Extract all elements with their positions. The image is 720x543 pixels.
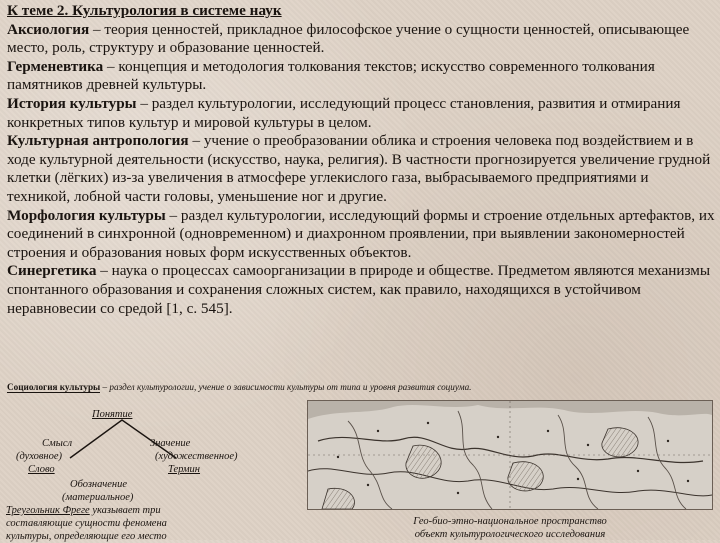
map-illustration [308,401,712,509]
definition-text: – теория ценностей, прикладное философское учение о сущности ценностей, описывающее место, роль, структуру и образование ценностей. [7,20,690,57]
vertex-right-sub: (художественное) [155,451,238,462]
term-history-of-culture: История культуры [7,94,137,112]
vertex-bottom-label: Обозначение [70,479,128,490]
term-synergetics: Синергетика [7,262,97,280]
term-hermeneutics: Герменевтика [7,57,104,75]
diagram-title: Понятие [92,409,133,420]
vertex-right-label: Значение [150,438,191,449]
definition-text: – концепция и методология толкования текстов; искусство современного толкования памятников древней культуры. [7,57,655,94]
map-caption [330,515,690,541]
term-cultural-anthropology: Культурная антропология [7,132,189,150]
term-sociology-of-culture: Социология культуры [7,382,101,392]
diagram-caption-line-2: составляющие сущности феномена [6,518,167,529]
map-caption-line-2: объект культурологического исследования [414,529,606,540]
diagram-caption-line-3: культуры, определяющие его место [6,531,167,542]
definition-morphology-of-culture [7,207,715,263]
historical-map-image [307,400,713,510]
definition-text: – раздел культурологии, исследующий процесс становления, развития и отмирания конкретных типов культур и мировой культуры в целом. [7,94,681,131]
definition-text: – учение о преобразовании облика и строения человека под воздействием и в ходе культурной деятельности (искусство, наука, религия). В частности прогнозируется увеличение грудной клетки (лёгких) из-за увеличения в атмосфере углекислого газа, выбрасываемого предприятиями и техникой, лобной части головы, уменьшение ног и другие. [7,132,711,205]
term-morphology-of-culture: Морфология культуры [7,206,166,224]
slide-body [7,2,715,318]
definition-synergetics [7,262,715,318]
vertex-left-word: Слово [28,464,55,475]
definition-history-of-culture [7,95,715,132]
diagram-caption-line-1: Треугольник Фреге указывает три [6,505,161,516]
slide-title: К теме 2. Культурология в системе наук [7,2,282,19]
definition-hermeneutics [7,58,715,95]
term-axiology: Аксиология [7,20,90,38]
frege-triangle-diagram [0,396,300,540]
vertex-left-sub: (духовное) [16,451,63,462]
vertex-left-label: Смысл [42,438,73,449]
definition-text: – раздел культурологии, учение о зависимости культуры от типа и уровня развития социума. [100,382,472,392]
vertex-right-word: Термин [168,464,201,475]
map-caption-line-1: Гео-био-этно-национальное пространство [413,516,607,527]
definition-sociology-of-culture [7,381,715,393]
vertex-bottom-sub: (материальное) [62,492,134,503]
definition-cultural-anthropology [7,132,715,206]
definition-axiology [7,21,715,58]
definition-text: – наука о процессах самоорганизации в природе и обществе. Предметом являются механизмы спонтанного образования и сохранения сложных систем, как правило, находящихся в устойчивом неравновесии со средой [1, с. 545]. [7,262,711,317]
definition-text: – раздел культурологии, исследующий формы и строение отдельных артефактов, их соединений в синхронной (одновременном) и диахронном проявлении, при выявлении закономерностей строения и образования новых форм искусственных объектов. [7,206,715,261]
